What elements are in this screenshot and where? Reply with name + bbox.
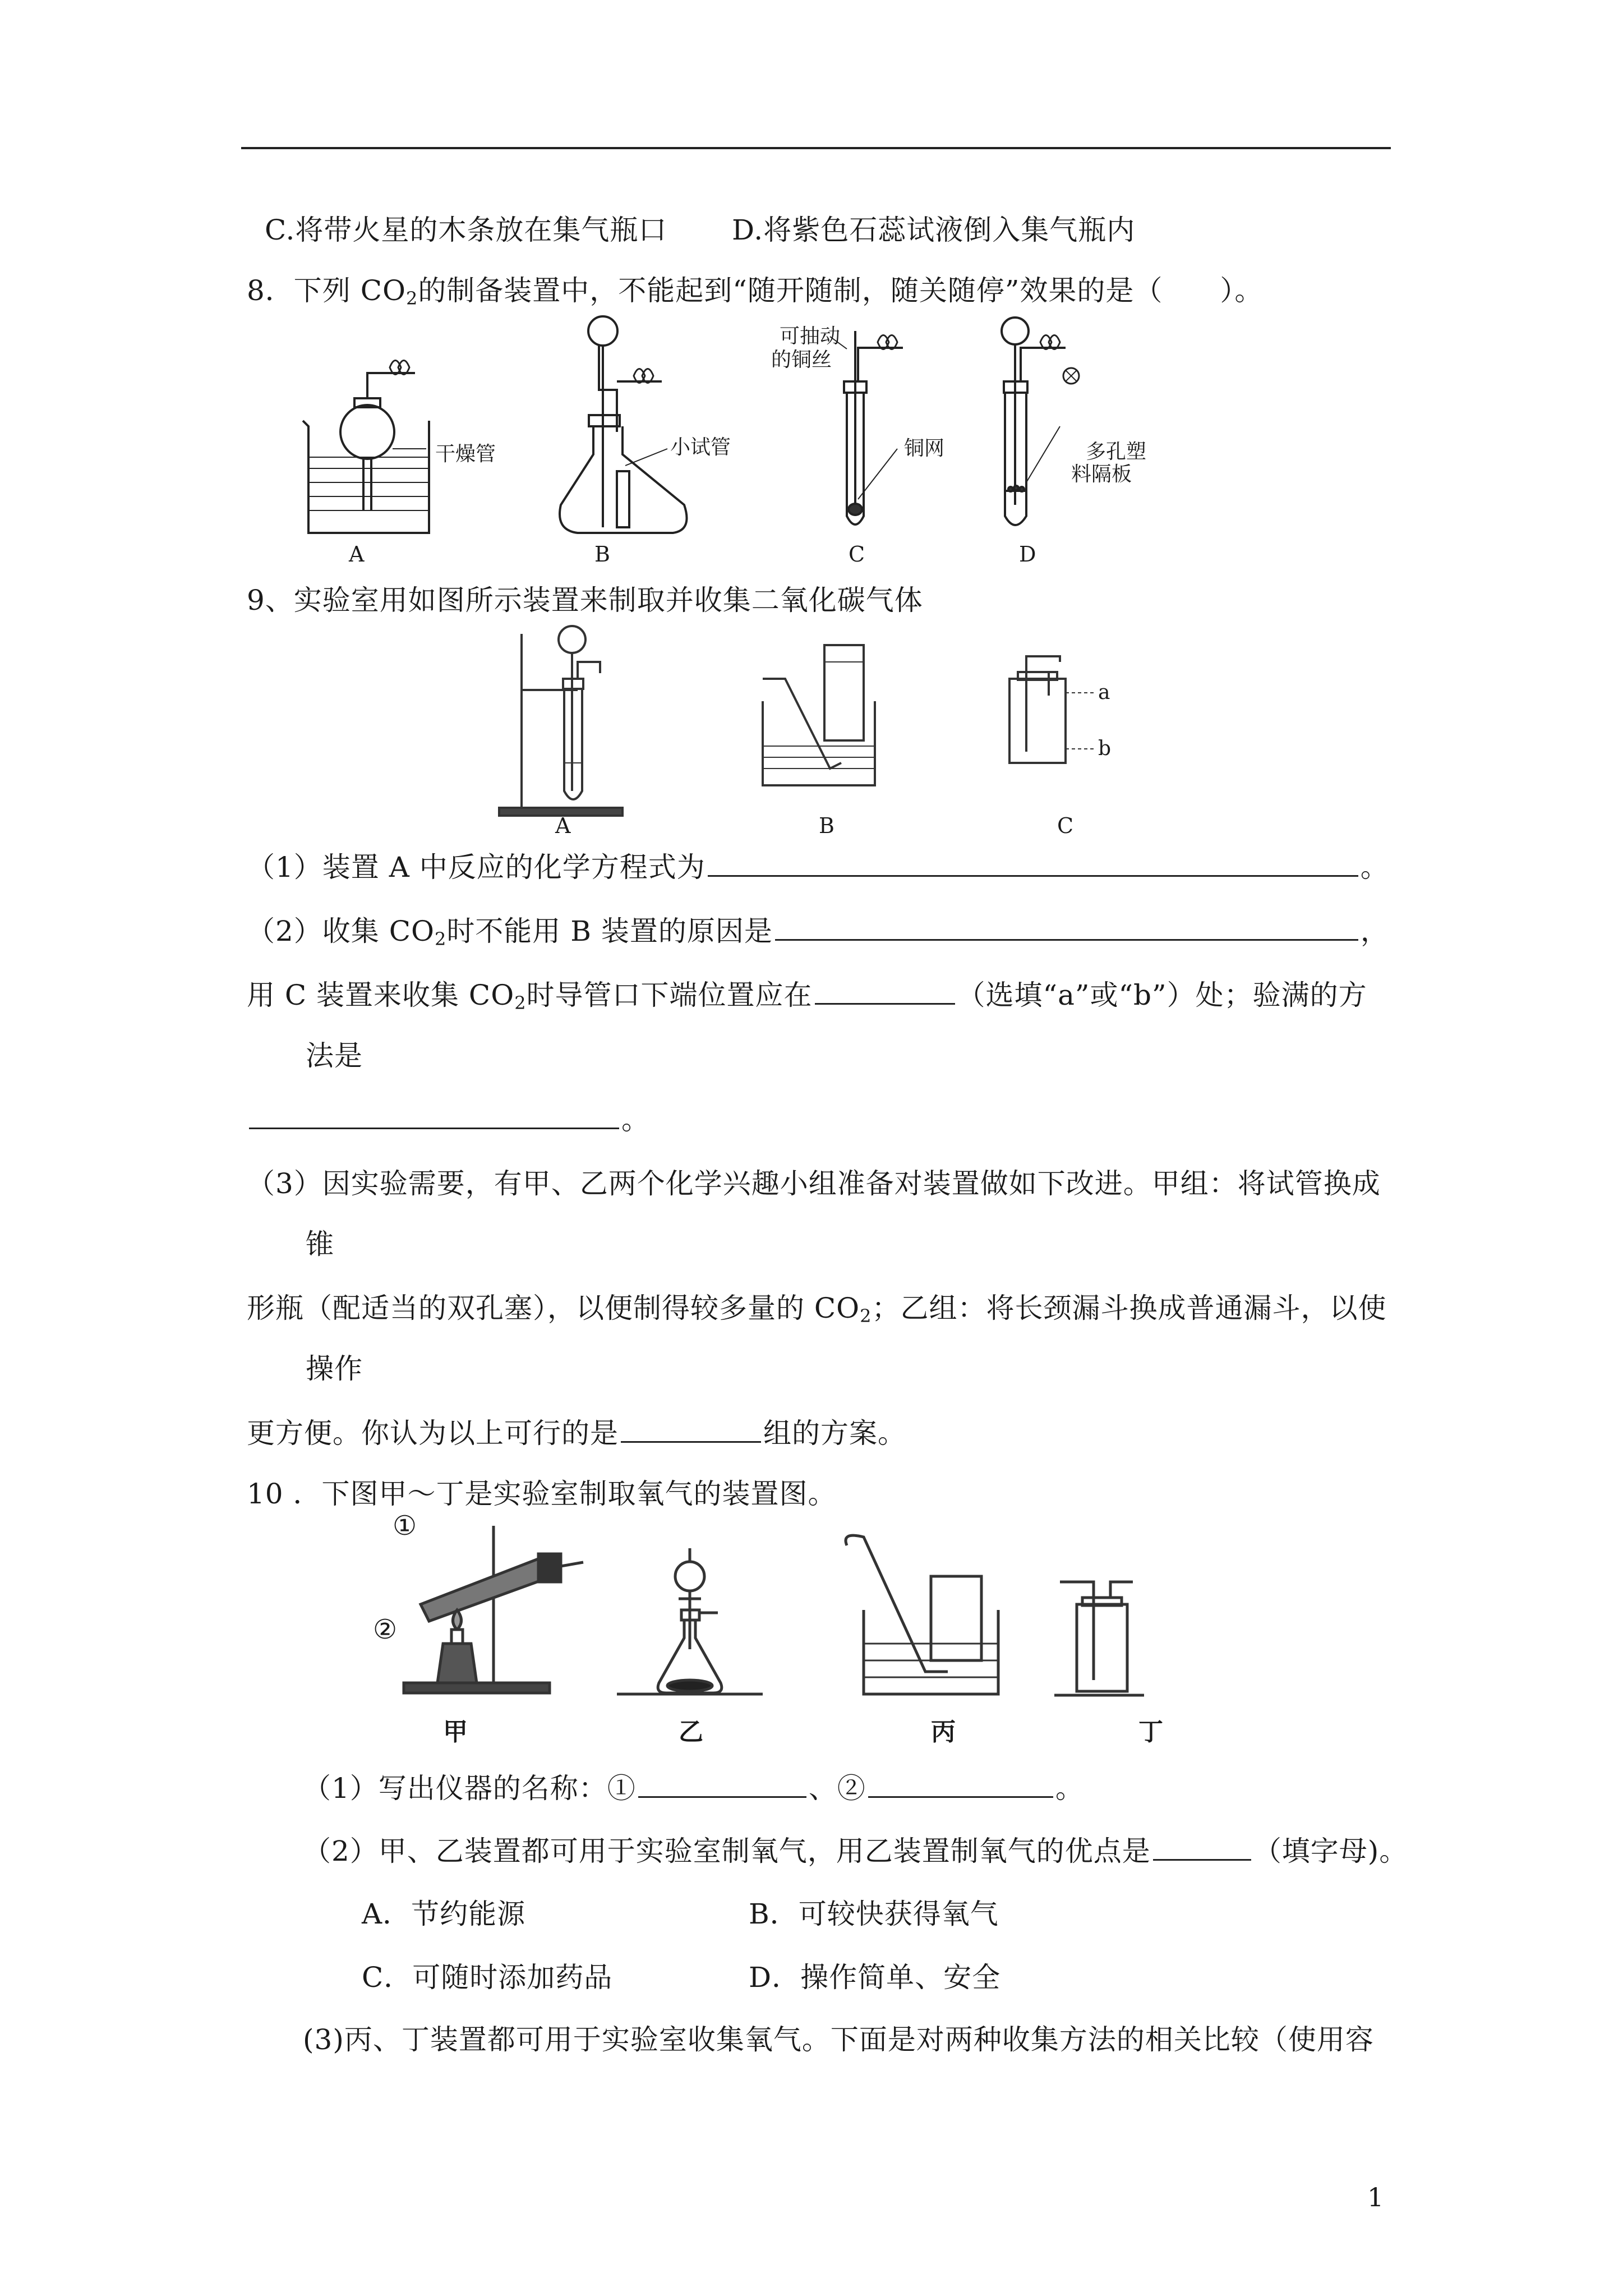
q8-label-wire-2: 的铜丝 xyxy=(771,348,832,371)
q9-part3-b: 锥 xyxy=(306,1228,334,1260)
q8-label-plate-2: 料隔板 xyxy=(1071,463,1132,486)
q10-apparatus-drawing xyxy=(359,1510,1200,1733)
q10-part2: （2）甲、乙装置都可用于实验室制氧气，用乙装置制氧气的优点是 （填字母)。 xyxy=(303,1835,1408,1867)
q8-label-dry-tube: 干燥管 xyxy=(435,443,496,466)
header-rule xyxy=(241,147,1391,149)
q9-part3-c: 形瓶（配适当的双孔塞），以便制得较多量的 $CO_2$；乙组：将长颈漏斗换成普通漏斗，以使 xyxy=(247,1292,1387,1327)
q9-part2-blank[interactable] xyxy=(775,914,1358,941)
q10-part1-blank-1[interactable] xyxy=(638,1772,806,1798)
q9-caption-a: A xyxy=(555,813,571,838)
q8-apparatus-drawing xyxy=(292,314,1189,572)
q9-figure xyxy=(494,623,1200,836)
q8-label-plate-1: 多孔塑 xyxy=(1086,440,1147,463)
q10-mark-2: ② xyxy=(373,1614,398,1645)
q10-part1: （1）写出仪器的名称：① 、② 。 xyxy=(303,1772,1084,1805)
q9-part1: （1）装置 A 中反应的化学方程式为 。 xyxy=(247,851,1389,884)
q9-title: 9、实验室用如图所示装置来制取并收集二氧化碳气体 xyxy=(247,584,923,616)
q10-caption-ding: 丁 xyxy=(1138,1718,1163,1746)
q9-apparatus-drawing xyxy=(494,623,1200,836)
q10-caption-jia: 甲 xyxy=(443,1718,468,1746)
q9-part3-blank[interactable] xyxy=(621,1416,761,1443)
q9-part2-method-blank[interactable] xyxy=(249,1103,619,1129)
q8-caption-c: C xyxy=(849,542,865,567)
q8-caption-a: A xyxy=(349,542,365,567)
q10-part3: (3)丙、丁装置都可用于实验室收集氧气。下面是对两种收集方法的相关比较（使用容 xyxy=(303,2023,1374,2056)
q7-option-d: D.将紫色石蕊试液倒入集气瓶内 xyxy=(732,214,1136,246)
q9-label-b: b xyxy=(1098,737,1112,760)
q10-mark-1: ① xyxy=(393,1510,417,1542)
q10-part1-blank-2[interactable] xyxy=(868,1772,1053,1798)
q10-part2-blank[interactable] xyxy=(1153,1834,1251,1861)
q10-option-c: C．可随时添加药品 xyxy=(362,1961,613,1994)
q8-question: 8．下列 $CO_2$的制备装置中，不能起到“随开随制，随关随停”效果的是（ ）。 xyxy=(247,274,1264,309)
q9-part1-blank[interactable] xyxy=(708,850,1358,877)
q8-label-wire-1: 可抽动 xyxy=(780,325,841,348)
q9-label-a: a xyxy=(1098,681,1110,704)
q9-caption-c: C xyxy=(1057,813,1074,838)
q8-label-small-tube: 小试管 xyxy=(670,436,731,459)
q10-option-a: A．节约能源 xyxy=(362,1898,526,1930)
q10-title: 10 ．下图甲～丁是实验室制取氧气的装置图。 xyxy=(247,1478,837,1510)
q10-figure xyxy=(359,1510,1200,1733)
q9-part2-position-blank[interactable] xyxy=(815,978,955,1005)
q10-option-b: B．可较快获得氧气 xyxy=(749,1898,999,1930)
q8-label-mesh: 铜网 xyxy=(904,437,945,460)
q8-caption-d: D xyxy=(1019,542,1036,567)
q8-caption-b: B xyxy=(594,542,610,567)
q9-caption-b: B xyxy=(819,813,834,838)
q9-part2-d: 。 xyxy=(247,1103,650,1137)
q10-caption-bing: 丙 xyxy=(931,1718,956,1746)
q8-figure xyxy=(292,314,1189,572)
q9-part3-e: 更方便。你认为以上可行的是 组的方案。 xyxy=(247,1417,906,1450)
q9-part3-d: 操作 xyxy=(306,1352,363,1385)
q10-caption-yi: 乙 xyxy=(679,1718,703,1746)
q9-part2: （2）收集 $CO_2$时不能用 B 装置的原因是 ， xyxy=(247,915,1389,950)
q7-option-c: C.将带火星的木条放在集气瓶口 xyxy=(265,214,667,246)
page-number: 1 xyxy=(1367,2182,1384,2212)
q10-option-d: D．操作简单、安全 xyxy=(749,1961,1001,1994)
q9-part3-a: （3）因实验需要，有甲、乙两个化学兴趣小组准备对装置做如下改进。甲组：将试管换成 xyxy=(247,1167,1381,1200)
q9-part2-c: 法是 xyxy=(306,1039,363,1072)
q9-part2-b: 用 C 装置来收集 $CO_2$时导管口下端位置应在 （选填“a”或“b”）处；验满的方 xyxy=(247,979,1367,1014)
